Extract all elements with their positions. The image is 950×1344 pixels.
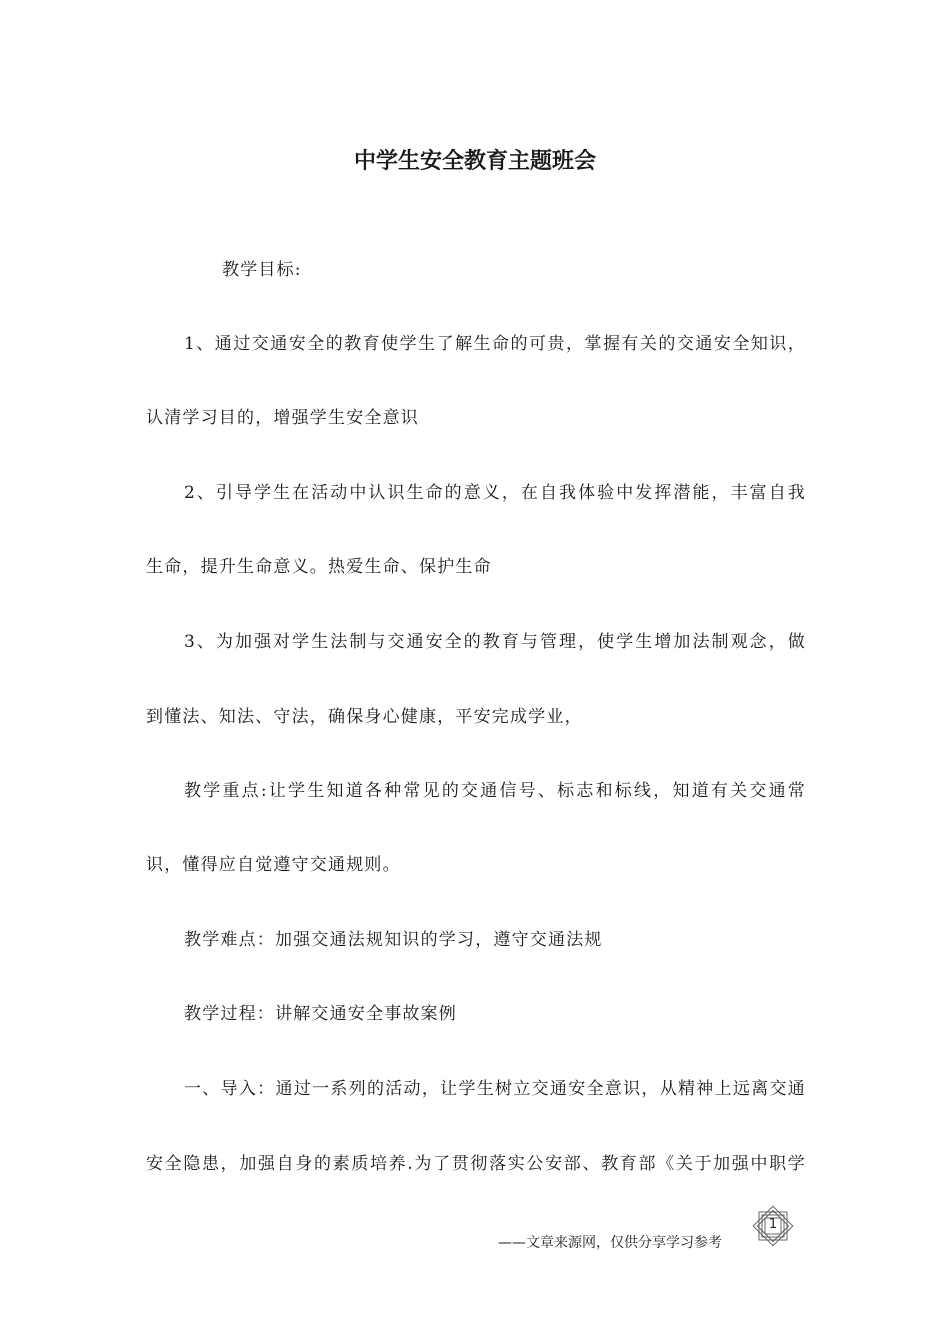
footer-source-note: ——文章来源网，仅供分享学习参考 — [498, 1235, 722, 1251]
paragraph-line: 识，懂得应自觉遵守交通规则。 — [146, 855, 401, 875]
paragraph-line: 1、通过交通安全的教育使学生了解生命的可贵，掌握有关的交通安全知识， — [184, 334, 806, 354]
paragraph-line: 教学难点：加强交通法规知识的学习，遵守交通法规 — [184, 930, 603, 950]
paragraph-line: 生命，提升生命意义。热爱生命、保护生命 — [146, 557, 492, 577]
paragraph-line: 安全隐患，加强自身的素质培养.为了贯彻落实公安部、教育部《关于加强中职学 — [146, 1154, 806, 1174]
paragraph-line: 教学重点:让学生知道各种常见的交通信号、标志和标线，知道有关交通常 — [184, 781, 806, 801]
paragraph-line: 认清学习目的，增强学生安全意识 — [146, 408, 419, 428]
page-number-badge — [748, 1203, 798, 1249]
document-title: 中学生安全教育主题班会 — [353, 149, 596, 174]
paragraph-line: 教学过程：讲解交通安全事故案例 — [184, 1004, 457, 1024]
paragraph-line: 3、为加强对学生法制与交通安全的教育与管理，使学生增加法制观念，做 — [184, 632, 806, 652]
paragraph-line: 到懂法、知法、守法，确保身心健康，平安完成学业， — [146, 707, 583, 727]
section-label-objectives: 教学目标: — [222, 260, 302, 280]
paragraph-line: 2、引导学生在活动中认识生命的意义，在自我体验中发挥潜能，丰富自我 — [184, 483, 806, 503]
paragraph-line: 一、导入：通过一系列的活动，让学生树立交通安全意识，从精神上远离交通 — [184, 1079, 806, 1099]
page-number: 1 — [768, 1217, 778, 1232]
